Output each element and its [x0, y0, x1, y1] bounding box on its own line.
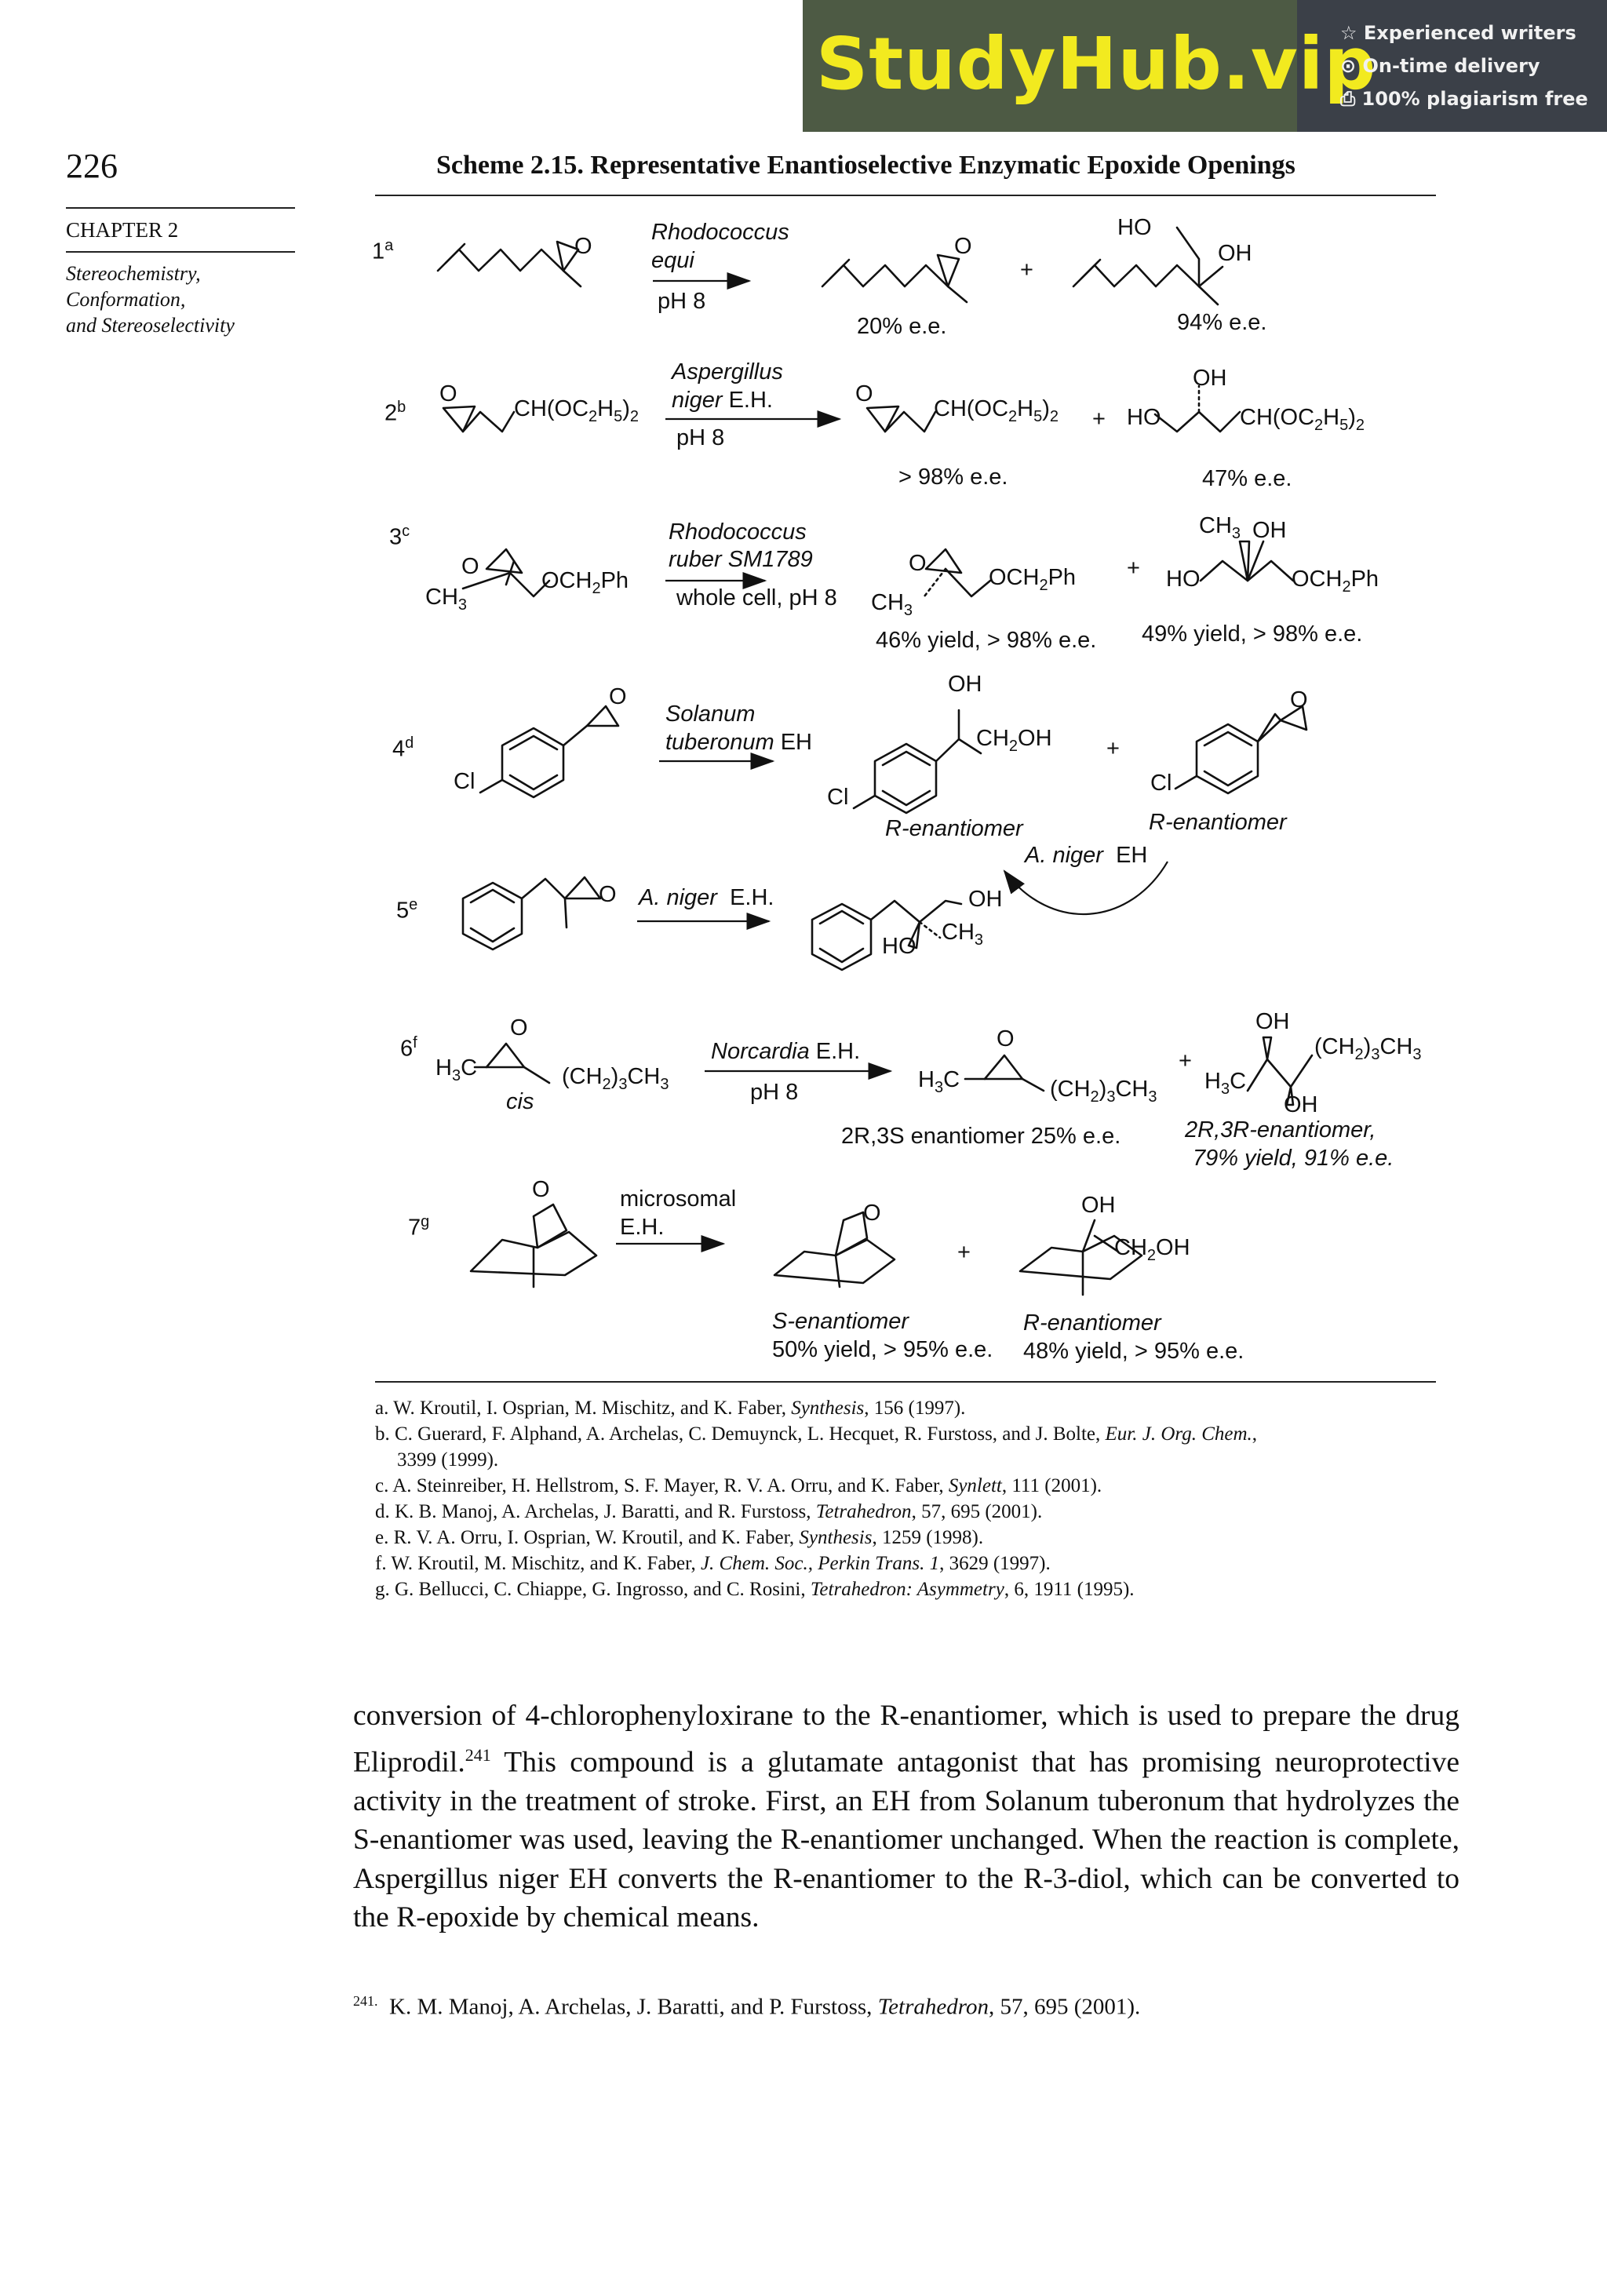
- hydroxyl-label: HO: [1117, 215, 1152, 240]
- epoxide-oxygen: O: [574, 234, 592, 259]
- hydroxyl-label: HO: [1166, 567, 1201, 592]
- product-yield: 48% yield, > 95% e.e.: [1023, 1339, 1244, 1364]
- scheme-title: Scheme 2.15. Representative Enantioselective Enzymatic Epoxide Openings: [436, 151, 1295, 180]
- plus-sign: +: [957, 1240, 971, 1265]
- reaction-condition: pH 8: [676, 425, 725, 450]
- enantiomer-label: R-enantiomer: [1149, 810, 1287, 835]
- footnote: $^{241.}$ K. M. Manoj, A. Archelas, J. Baratti, and P. Furstoss, Tetrahedron, 57, 695 (2001).: [353, 1993, 1141, 2020]
- methyl-group: $CH_3$: [871, 590, 913, 619]
- product-yield: 49% yield, > 98% e.e.: [1142, 621, 1363, 647]
- reference-item: b. C. Guerard, F. Alphand, A. Archelas, C. Demuynck, L. Hecquet, R. Furstoss, and J. Bolte, Eur. J. Org. Chem.,: [375, 1423, 1258, 1445]
- curved-arrow: [1004, 862, 1168, 914]
- reaction-condition: pH 8: [658, 289, 706, 314]
- product-ee: 94% e.e.: [1177, 310, 1267, 335]
- plus-sign: +: [1092, 406, 1106, 432]
- body-paragraph: conversion of 4-chlorophenyloxirane to the R-enantiomer, which is used to prepare the drug Eliprodil.$^{241}$ This compound is a glutamate antagonist that has promising neuroprotective activity in the treatment of stroke. First, an EH from Solanum tuberonum that hydrolyzes the S-enantiomer was used, leaving the R-enantiomer unchanged. When the reaction is complete, Aspergillus niger EH converts the R-enantiomer to the R-3-diol, which can be converted to the R-epoxide by chemical means.: [353, 1700, 1459, 1933]
- ad-feature: ⊙ On-time delivery: [1340, 55, 1540, 77]
- epoxide-oxygen: O: [909, 551, 927, 576]
- reference-item: d. K. B. Manoj, A. Archelas, J. Baratti, and R. Furstoss, Tetrahedron, 57, 695 (2001).: [375, 1501, 1043, 1522]
- plus-sign: +: [1127, 556, 1140, 581]
- ether-group: $OCH_2Ph$: [989, 565, 1077, 594]
- product-yield: 50% yield, > 95% e.e.: [772, 1337, 993, 1362]
- reaction-number: 2$^b$: [384, 399, 406, 426]
- hydroxyl-label: OH: [968, 887, 1003, 912]
- epoxide-oxygen: O: [599, 882, 617, 907]
- hydroxyl-label: OH: [1081, 1193, 1116, 1218]
- hydroxymethyl-group: $CH_2OH$: [976, 726, 1052, 755]
- methyl-group: $H_3C$: [435, 1055, 478, 1084]
- ad-logo[interactable]: StudyHub.vip: [816, 22, 1377, 106]
- enzyme-name: Rhodococcus: [651, 220, 789, 245]
- enantiomer-label: R-enantiomer: [885, 816, 1023, 841]
- hydroxyl-label: OH: [1252, 518, 1287, 543]
- reference-item: a. W. Kroutil, I. Osprian, M. Mischitz, and K. Faber, Synthesis, 156 (1997).: [375, 1398, 966, 1419]
- enzyme-name: tuberonum EH: [665, 730, 813, 755]
- hydroxymethyl-group: $CH_2OH$: [1114, 1235, 1190, 1264]
- enzyme-name: A. niger E.H.: [639, 885, 774, 910]
- enzyme-name: niger E.H.: [672, 388, 773, 413]
- acetal-group: $CH(OC_2H_5)_2$: [934, 396, 1059, 425]
- enantiomer-label: 2R,3R-enantiomer,: [1185, 1117, 1376, 1143]
- reference-item: e. R. V. A. Orru, I. Osprian, W. Kroutil, and K. Faber, Synthesis, 1259 (1998).: [375, 1527, 984, 1548]
- chloro-label: Cl: [454, 769, 476, 794]
- scheme-references: [375, 1395, 1438, 1602]
- hydroxyl-label: OH: [1218, 241, 1252, 266]
- reaction-4-structures: [480, 706, 1306, 813]
- enzyme-name: E.H.: [620, 1215, 665, 1240]
- methyl-group: $H_3C$: [918, 1067, 960, 1096]
- methyl-group: $H_3C$: [1204, 1069, 1247, 1098]
- reaction-number: 6$^f$: [400, 1034, 417, 1062]
- epoxide-oxygen: O: [855, 381, 873, 406]
- chapter-label: CHAPTER 2: [66, 218, 179, 242]
- enzyme-name: Rhodococcus: [669, 519, 807, 545]
- product-yield: 79% yield, 91% e.e.: [1193, 1146, 1394, 1171]
- product-ee: > 98% e.e.: [898, 465, 1008, 490]
- cis-label: cis: [506, 1089, 534, 1114]
- reference-item: f. W. Kroutil, M. Mischitz, and K. Faber, J. Chem. Soc., Perkin Trans. 1, 3629 (1997).: [375, 1553, 1051, 1574]
- ad-feature: ☆ Experienced writers: [1340, 22, 1576, 44]
- hydroxyl-label: OH: [1193, 366, 1227, 391]
- hydroxyl-label: OH: [1284, 1092, 1318, 1117]
- alkyl-chain: $(CH_2)_3CH_3$: [562, 1064, 669, 1093]
- methyl-group: $CH_3$: [1199, 513, 1241, 542]
- ether-group: $OCH_2Ph$: [1292, 567, 1379, 596]
- reaction-number: 5e: [396, 896, 418, 924]
- epoxide-oxygen: O: [863, 1201, 881, 1226]
- hydroxyl-label: HO: [1127, 405, 1161, 430]
- enzyme-name: equi: [651, 248, 694, 273]
- reaction-condition: whole cell, pH 8: [676, 585, 837, 610]
- reaction-7-structures: [471, 1204, 1142, 1295]
- plus-sign: +: [1179, 1048, 1192, 1073]
- reaction-1-structures: [438, 228, 1223, 304]
- methyl-group: $CH_3$: [425, 585, 468, 614]
- reaction-number: 1$^a$: [372, 237, 394, 264]
- enantiomer-label: S-enantiomer: [772, 1309, 909, 1334]
- enzyme-name: Solanum: [665, 702, 756, 727]
- hydroxyl-label: OH: [948, 672, 982, 697]
- reference-item: g. G. Bellucci, C. Chiappe, G. Ingrosso, and C. Rosini, Tetrahedron: Asymmetry, 6, 1911 (1995).: [375, 1579, 1135, 1600]
- reference-item: c. A. Steinreiber, H. Hellstrom, S. F. Mayer, R. V. A. Orru, and K. Faber, Synlett, 111 (2001).: [375, 1475, 1102, 1496]
- hydroxyl-label: HO: [882, 934, 916, 959]
- epoxide-oxygen: O: [954, 234, 972, 259]
- alkyl-chain: $(CH_2)_3CH_3$: [1050, 1077, 1157, 1106]
- alkyl-chain: $(CH_2)_3CH_3$: [1314, 1034, 1422, 1063]
- product-ee: 47% e.e.: [1202, 466, 1292, 491]
- enzyme-name: Norcardia E.H.: [711, 1039, 861, 1064]
- methyl-group: $CH_3$: [942, 920, 984, 949]
- reaction-number: 7$^g$: [408, 1213, 430, 1241]
- epoxide-oxygen: O: [439, 381, 457, 406]
- enzyme-name: Aspergillus: [672, 359, 783, 384]
- citation-marker[interactable]: 241: [465, 1744, 491, 1765]
- hydroxyl-label: OH: [1255, 1009, 1290, 1034]
- plus-sign: +: [1106, 736, 1120, 761]
- epoxide-oxygen: O: [609, 684, 627, 709]
- enantiomer-label: R-enantiomer: [1023, 1310, 1161, 1336]
- reaction-number: 4$^d$: [392, 734, 414, 762]
- epoxide-oxygen: O: [510, 1015, 528, 1040]
- epoxide-oxygen: O: [1290, 687, 1308, 712]
- acetal-group: $CH(OC_2H_5)_2$: [514, 396, 640, 425]
- enzyme-name: ruber SM1789: [669, 547, 813, 572]
- chloro-label: Cl: [827, 785, 849, 810]
- epoxide-oxygen: O: [532, 1177, 550, 1202]
- chloro-label: Cl: [1150, 771, 1172, 796]
- epoxide-oxygen: O: [997, 1026, 1015, 1051]
- page-number: 226: [66, 147, 118, 185]
- scheme-bottom-rule: [375, 1381, 1436, 1383]
- curve-enzyme: A. niger EH: [1025, 843, 1148, 868]
- enzyme-name: microsomal: [620, 1186, 737, 1212]
- acetal-group: $CH(OC_2H_5)_2$: [1240, 405, 1365, 434]
- ether-group: $OCH_2Ph$: [541, 568, 629, 597]
- epoxide-oxygen: O: [461, 554, 479, 579]
- reaction-number: 3$^c$: [389, 523, 410, 550]
- chapter-subtitle: Stereochemistry, Conformation, and Stereoselectivity: [66, 262, 235, 337]
- plus-sign: +: [1020, 257, 1033, 282]
- product-yield: 46% yield, > 98% e.e.: [876, 628, 1097, 653]
- product-ee: 20% e.e.: [857, 314, 947, 339]
- reference-item: 3399 (1999).: [397, 1449, 499, 1471]
- ad-feature: ⎙ 100% plagiarism free: [1340, 88, 1588, 110]
- enantiomer-label: 2R,3S enantiomer 25% e.e.: [841, 1124, 1121, 1149]
- reaction-condition: pH 8: [750, 1080, 799, 1105]
